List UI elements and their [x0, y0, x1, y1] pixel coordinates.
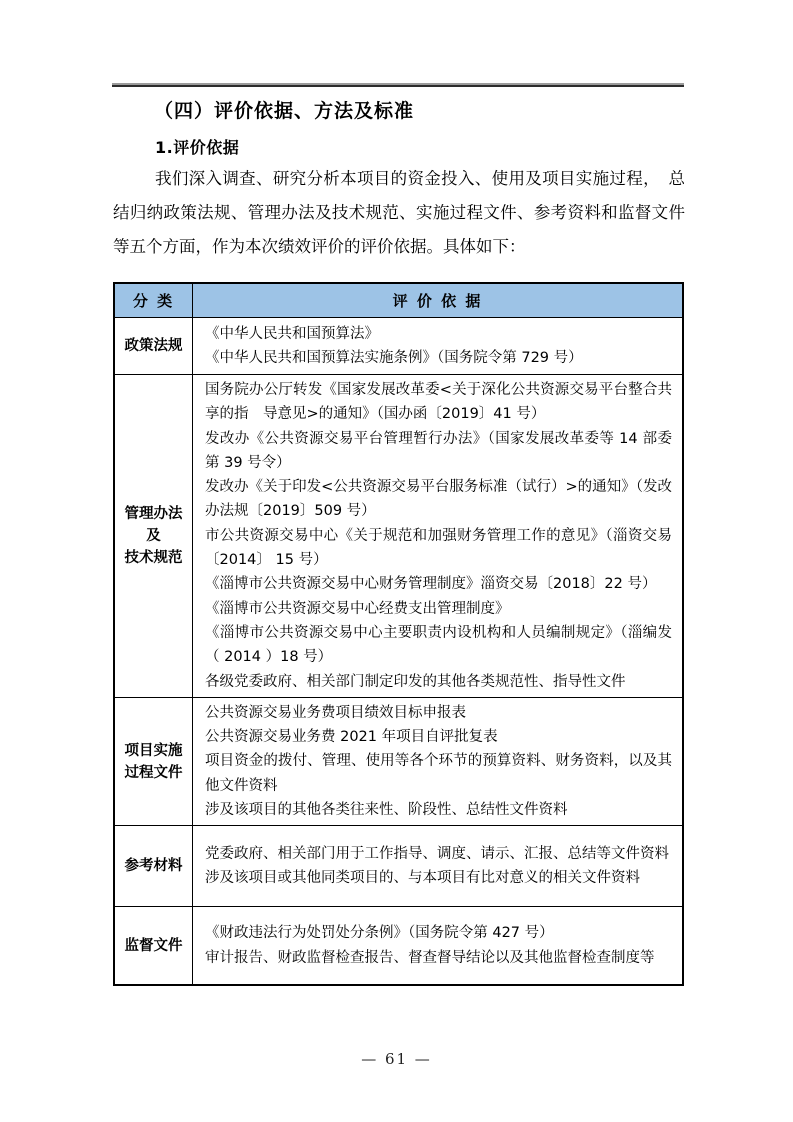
basis-item: 发改办《公共资源交易平台管理暂行办法》（国家发展改革委等 14 部委第 39 号令） — [205, 430, 672, 471]
category-cell: 管理办法 及 技术规范 — [114, 375, 193, 698]
subsection-heading: 1.评价依据 — [155, 138, 240, 157]
basis-item: 各级党委政府、相关部门制定印发的其他各类规范性、指导性文件 — [205, 673, 626, 690]
category-cell: 监督文件 — [114, 907, 193, 985]
intro-paragraph: 我们深入调查、研究分析本项目的资金投入、使用及项目实施过程， 总结归纳政策法规、管理办法及技术规范、实施过程文件、参考资料和监督文件等五个方面，作为本次绩效评价的评价依据。具体如下： — [113, 169, 685, 256]
basis-item: 涉及该项目或其他同类项目的、与本项目有比对意义的相关文件资料 — [205, 870, 640, 887]
basis-items-cell — [193, 826, 684, 907]
page-number: — 61 — — [361, 1050, 432, 1068]
section-heading: （四）评价依据、方法及标准 — [154, 100, 415, 122]
category-cell: 项目实施 过程文件 — [114, 697, 193, 825]
basis-items-cell — [193, 907, 684, 985]
basis-item: 《淄博市公共资源交易中心主要职责内设机构和人员编制规定》（淄编发（ 2014 ）18 号） — [205, 624, 672, 666]
basis-item: 市公共资源交易中心《关于规范和加强财务管理工作的意见》（淄资交易〔2014〕 15 号） — [205, 527, 672, 569]
basis-item: 公共资源交易业务费项目绩效目标申报表 — [205, 704, 466, 721]
basis-item: 审计报告、财政监督检查报告、督查督导结论以及其他监督检查制度等 — [205, 949, 655, 966]
evaluation-basis-table — [113, 282, 684, 986]
basis-item: 公共资源交易业务费 2021 年项目自评批复表 — [205, 729, 498, 746]
column-header-basis: 评 价 依 据 — [193, 283, 684, 318]
column-header-category: 分 类 — [114, 283, 193, 318]
basis-item: 《中华人民共和国预算法实施条例》（国务院令第 729 号） — [205, 350, 583, 366]
basis-items-cell — [193, 375, 684, 698]
table-header-row — [114, 283, 683, 318]
basis-item: 发改办《关于印发<公共资源交易平台服务标准（试行）>的通知》（发改办法规〔2019〕509 号） — [205, 479, 672, 520]
basis-item: 党委政府、相关部门用于工作指导、调度、请示、汇报、总结等文件资料 — [205, 846, 669, 863]
table-row — [114, 318, 683, 375]
basis-item: 《淄博市公共资源交易中心财务管理制度》淄资交易〔2018〕22 号） — [205, 576, 657, 593]
basis-item: 《中华人民共和国预算法》 — [205, 325, 379, 342]
table-body — [114, 318, 683, 985]
basis-item: 国务院办公厅转发《国家发展改革委<关于深化公共资源交易平台整合共享的指 导意见>的通知》（国办函〔2019〕41 号） — [205, 382, 672, 423]
basis-item: 《财政违法行为处罚处分条例》（国务院令第 427 号） — [205, 925, 554, 942]
header-rule — [112, 85, 684, 87]
basis-item: 涉及该项目的其他各类往来性、阶段性、总结性文件资料 — [205, 802, 568, 819]
basis-items-cell — [193, 697, 684, 825]
table-header — [114, 283, 683, 318]
table-row — [114, 697, 683, 825]
category-cell: 政策法规 — [114, 318, 193, 375]
table-row — [114, 375, 683, 698]
category-cell: 参考材料 — [114, 826, 193, 907]
basis-item: 项目资金的拨付、管理、使用等各个环节的预算资料、财务资料，以及其他文件资料 — [205, 753, 672, 794]
table-row — [114, 907, 683, 985]
basis-item: 《淄博市公共资源交易中心经费支出管理制度》 — [205, 600, 510, 617]
table-row — [114, 826, 683, 907]
basis-items-cell — [193, 318, 684, 375]
